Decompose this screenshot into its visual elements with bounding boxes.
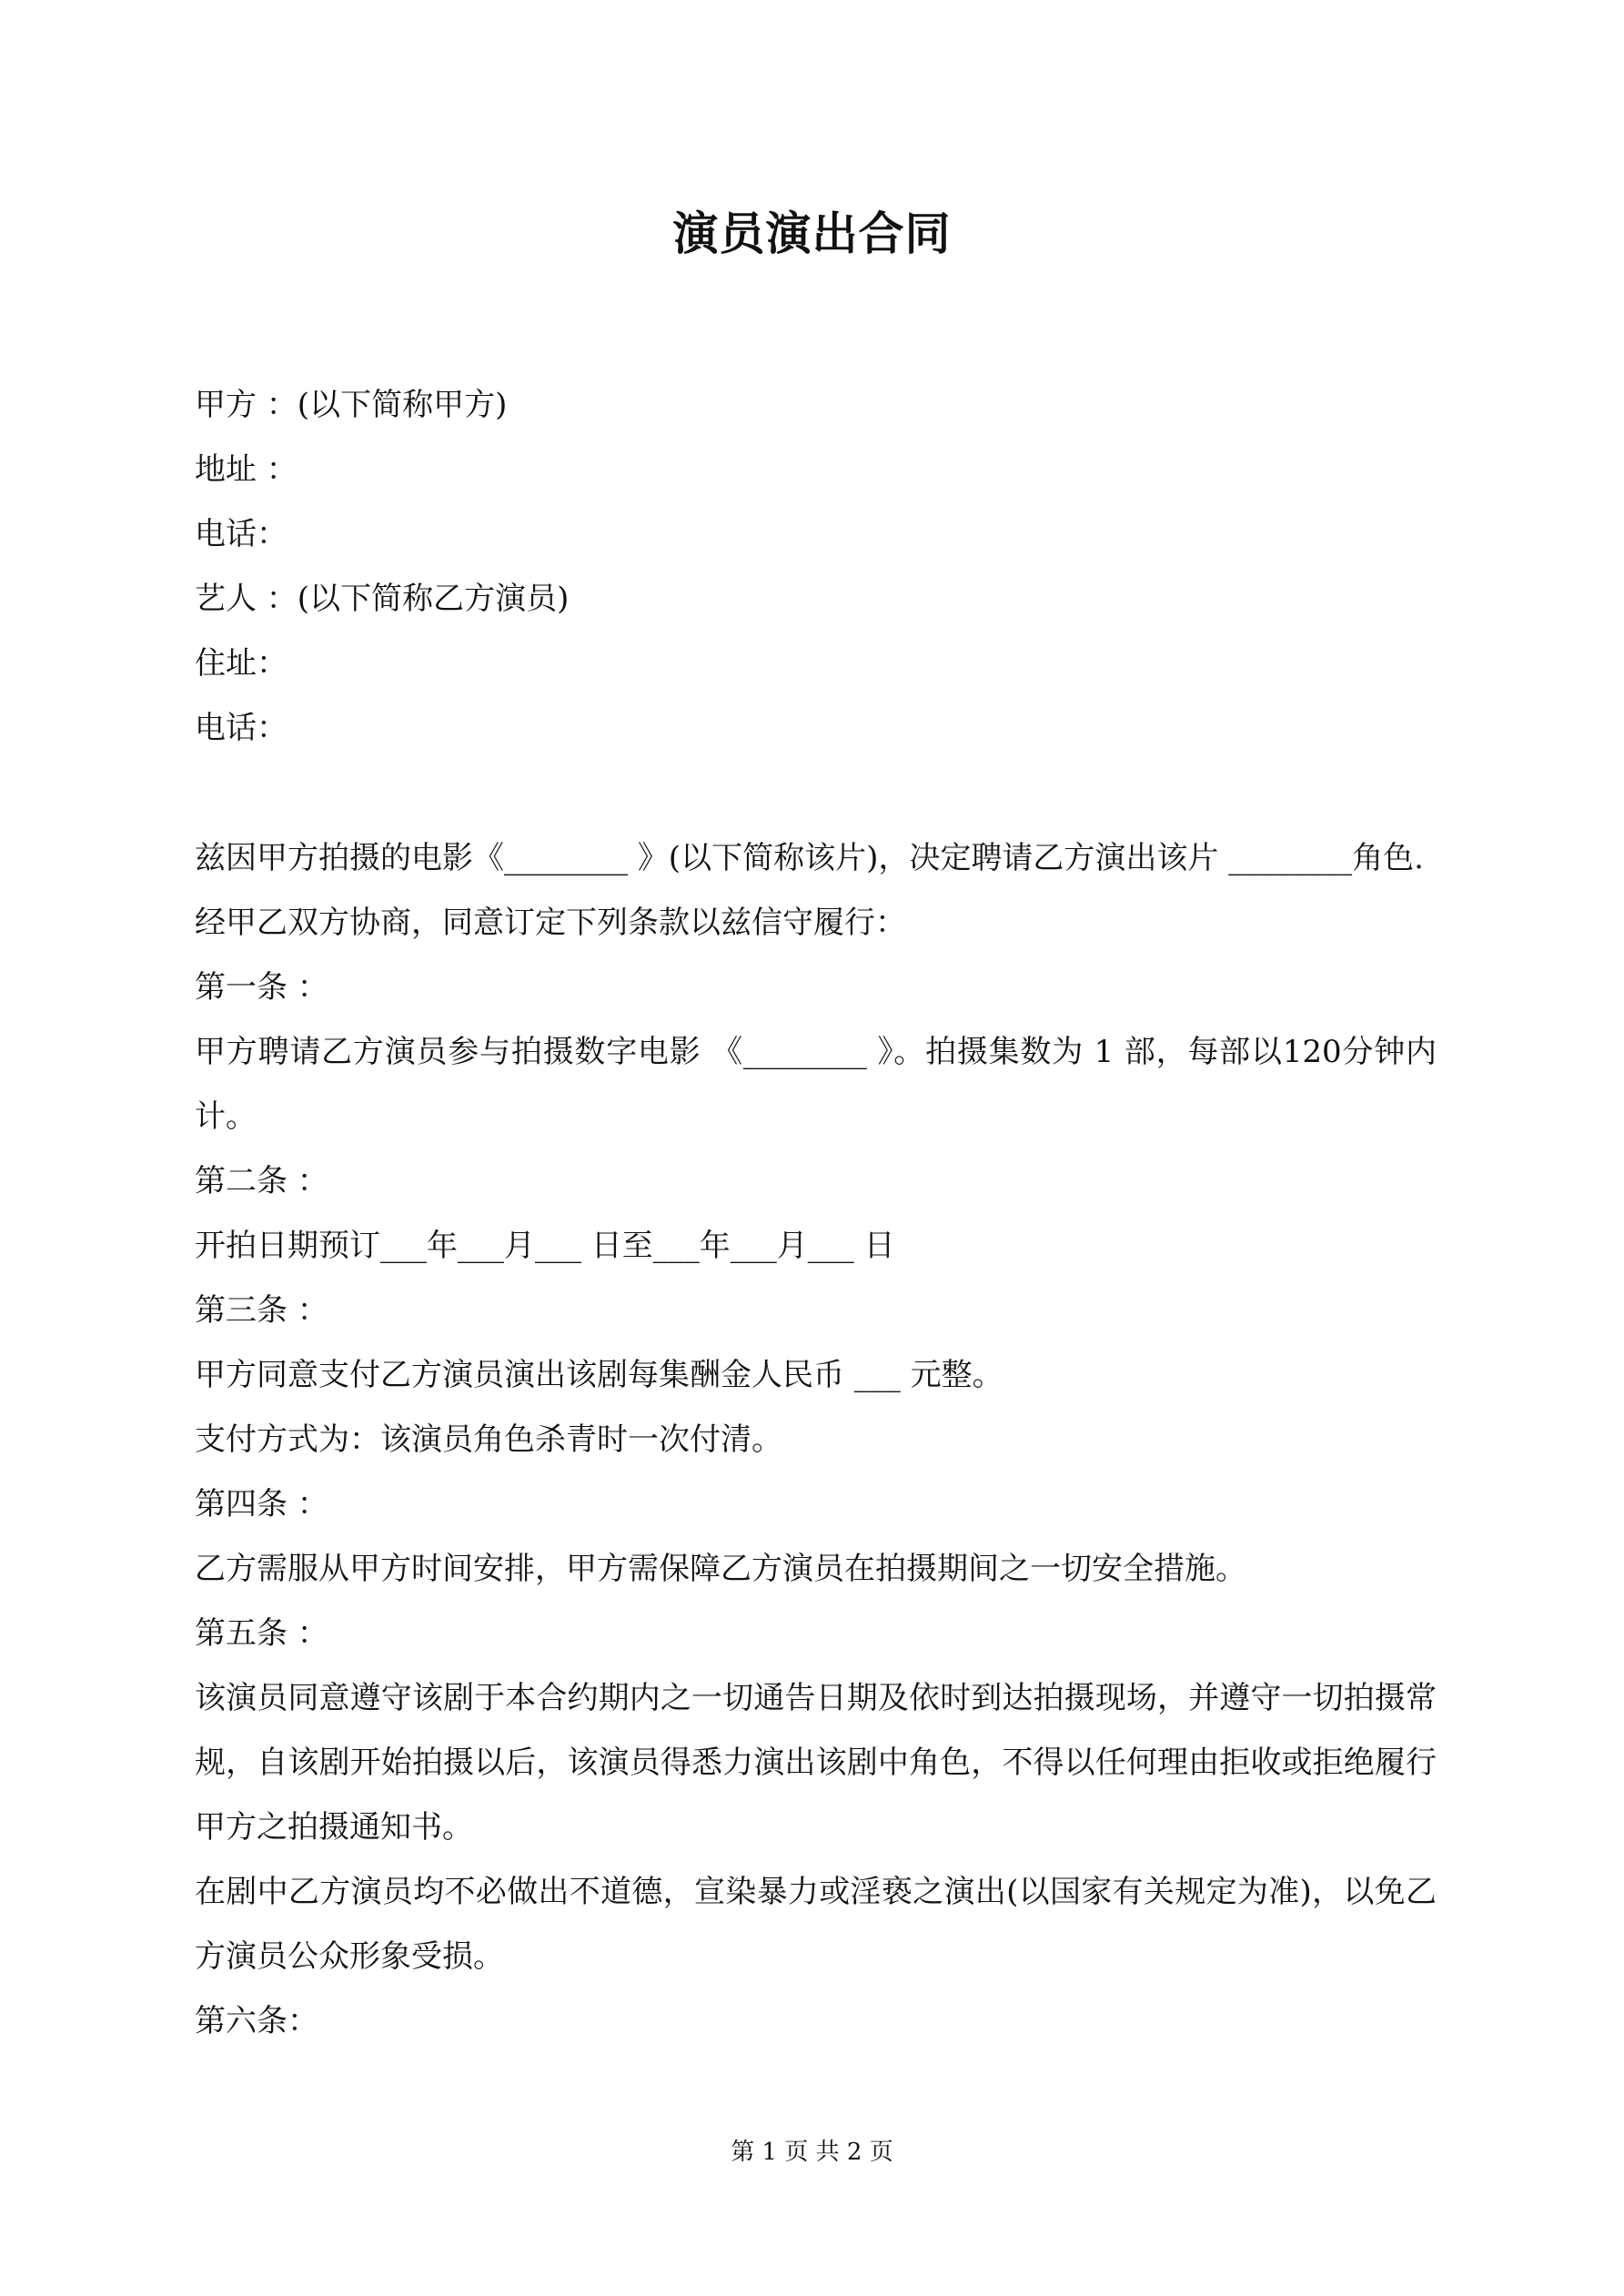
document-title: 演员演出合同 <box>672 207 952 260</box>
party-info-block <box>195 373 1437 761</box>
party-a-line: 甲方 ：(以下简称甲方) <box>195 387 508 423</box>
article-1-text: 甲方聘请乙方演员参与拍摄数字电影 《________ 》。拍摄集数为 1 部，每部以120分钟内计。 <box>195 1034 1437 1135</box>
agreement-paragraph: 经甲乙双方协商，同意订定下列条款以兹信守履行： <box>195 905 906 941</box>
article-2-text: 开拍日期预订___年___月___ 日至___年___月___ 日 <box>195 1228 895 1264</box>
article-6-title: 第六条： <box>195 2003 318 2039</box>
article-4-title: 第四条 ： <box>195 1486 328 1522</box>
intro-paragraph: 兹因甲方拍摄的电影《________ 》(以下简称该片)，决定聘请乙方演出该片 ________角色. <box>195 840 1424 876</box>
page-number: 第 1 页 共 2 页 <box>731 2139 893 2166</box>
artist-phone-line: 电话： <box>195 710 287 746</box>
article-3-text-1: 甲方同意支付乙方演员演出该剧每集酬金人民币 ___ 元整。 <box>195 1357 1004 1393</box>
article-5-text-1: 该演员同意遵守该剧于本合约期内之一切通告日期及依时到达拍摄现场，并遵守一切拍摄常规，自该剧开始拍摄以后，该演员得悉力演出该剧中角色，不得以任何理由拒收或拒绝履行甲方之拍摄通知书。 <box>195 1680 1437 1846</box>
article-2-title: 第二条 ： <box>195 1163 328 1199</box>
article-3-title: 第三条 ： <box>195 1292 328 1329</box>
artist-line: 艺人 ：(以下简称乙方演员) <box>195 581 570 617</box>
contract-body <box>195 826 1437 2054</box>
article-1-title: 第一条 ： <box>195 969 328 1006</box>
article-5-text-2: 在剧中乙方演员均不必做出不道德，宣染暴力或淫亵之演出(以国家有关规定为准)，以免乙方演员公众形象受损。 <box>195 1874 1437 1975</box>
article-3-text-2: 支付方式为：该演员角色杀青时一次付清。 <box>195 1421 782 1458</box>
party-a-phone-line: 电话： <box>195 516 287 552</box>
party-a-address-line: 地址 ： <box>195 451 298 488</box>
artist-residence-line: 住址： <box>195 645 287 682</box>
article-5-title: 第五条 ： <box>195 1615 328 1652</box>
article-4-text: 乙方需服从甲方时间安排，甲方需保障乙方演员在拍摄期间之一切安全措施。 <box>195 1551 1246 1587</box>
